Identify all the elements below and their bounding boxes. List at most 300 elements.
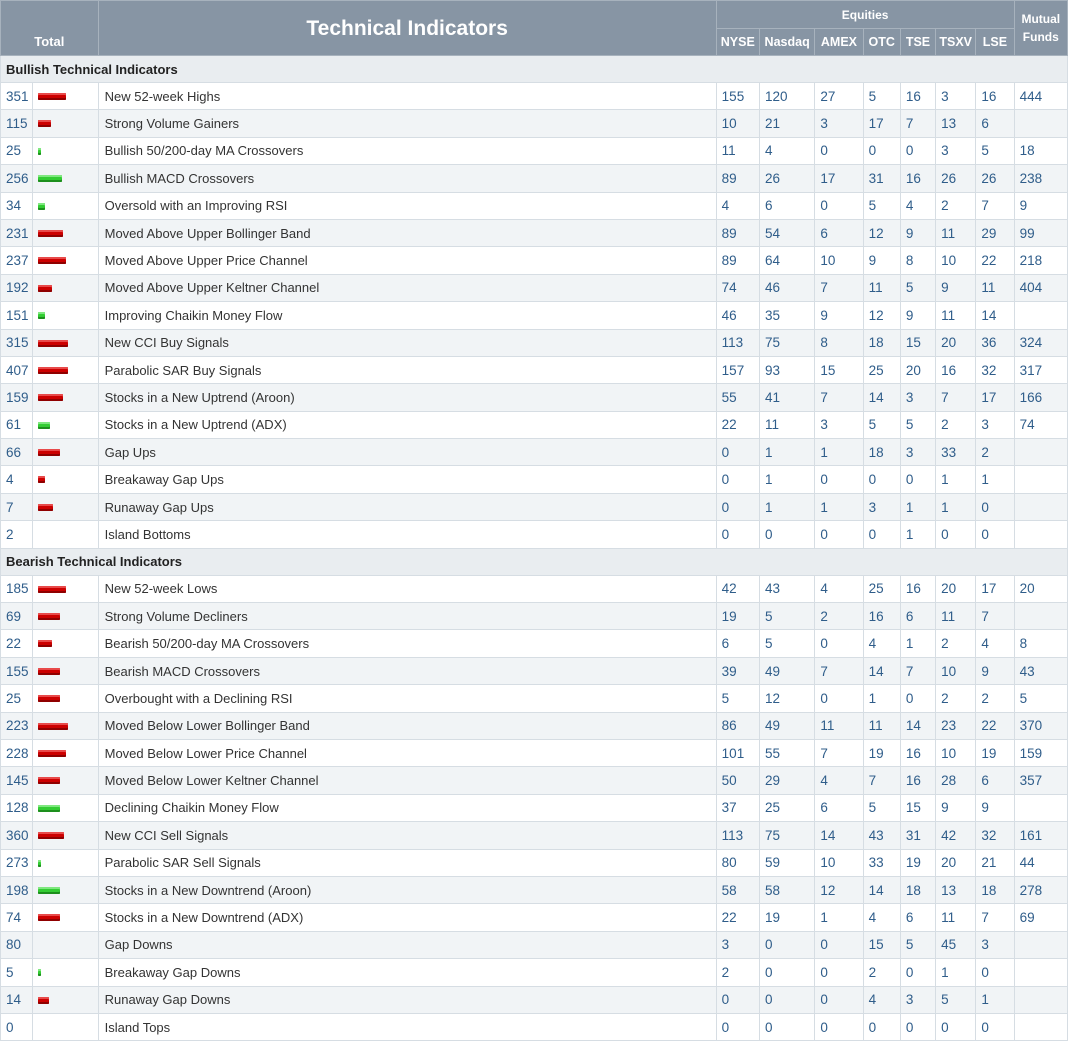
exchange-count-link[interactable]: 2: [976, 685, 1014, 712]
exchange-count-link[interactable]: 0: [815, 137, 863, 164]
exchange-count-link[interactable]: 22: [976, 712, 1014, 739]
exchange-count-link[interactable]: 5: [900, 931, 935, 958]
total-count-link[interactable]: 256: [1, 165, 33, 192]
exchange-count-link[interactable]: 50: [716, 767, 759, 794]
exchange-count-link[interactable]: 6: [900, 603, 935, 630]
exchange-count-link[interactable]: 26: [976, 165, 1014, 192]
mutual-funds-count-link[interactable]: 99: [1014, 219, 1067, 246]
exchange-count-link[interactable]: 0: [759, 959, 814, 986]
exchange-count-link[interactable]: 1: [815, 439, 863, 466]
exchange-count-link[interactable]: 2: [936, 411, 976, 438]
exchange-count-link[interactable]: 10: [936, 657, 976, 684]
mutual-funds-count-link[interactable]: 317: [1014, 356, 1067, 383]
exchange-count-link[interactable]: 18: [976, 876, 1014, 903]
exchange-count-link[interactable]: 9: [815, 302, 863, 329]
total-count-link[interactable]: 231: [1, 219, 33, 246]
total-count-link[interactable]: 115: [1, 110, 33, 137]
total-count-link[interactable]: 34: [1, 192, 33, 219]
exchange-count-link[interactable]: 31: [900, 822, 935, 849]
exchange-count-link[interactable]: 5: [759, 603, 814, 630]
exchange-count-link[interactable]: 7: [815, 739, 863, 766]
exchange-count-link[interactable]: 25: [863, 575, 900, 602]
total-count-link[interactable]: 145: [1, 767, 33, 794]
exchange-count-link[interactable]: 0: [976, 959, 1014, 986]
exchange-count-link[interactable]: 0: [716, 1013, 759, 1040]
exchange-count-link[interactable]: 5: [863, 411, 900, 438]
exchange-count-link[interactable]: 0: [900, 137, 935, 164]
exchange-count-link[interactable]: 1: [976, 986, 1014, 1013]
exchange-count-link[interactable]: 18: [900, 876, 935, 903]
mutual-funds-count-link[interactable]: 357: [1014, 767, 1067, 794]
exchange-count-link[interactable]: 89: [716, 165, 759, 192]
exchange-count-link[interactable]: 4: [815, 575, 863, 602]
mutual-funds-count-link[interactable]: 44: [1014, 849, 1067, 876]
exchange-count-link[interactable]: 12: [863, 219, 900, 246]
exchange-count-link[interactable]: 6: [900, 904, 935, 931]
exchange-count-link[interactable]: 7: [936, 384, 976, 411]
exchange-count-link[interactable]: 0: [815, 521, 863, 548]
exchange-count-link[interactable]: 7: [976, 603, 1014, 630]
exchange-count-link[interactable]: 14: [815, 822, 863, 849]
exchange-count-link[interactable]: 0: [976, 521, 1014, 548]
exchange-count-link[interactable]: 10: [716, 110, 759, 137]
exchange-count-link[interactable]: 0: [815, 1013, 863, 1040]
exchange-count-link[interactable]: 3: [936, 137, 976, 164]
exchange-count-link[interactable]: 5: [863, 83, 900, 110]
exchange-count-link[interactable]: 3: [976, 931, 1014, 958]
total-count-link[interactable]: 74: [1, 904, 33, 931]
mutual-funds-count-link[interactable]: 20: [1014, 575, 1067, 602]
exchange-header-lse[interactable]: LSE: [976, 29, 1014, 56]
mutual-funds-count-link[interactable]: 74: [1014, 411, 1067, 438]
exchange-count-link[interactable]: 21: [976, 849, 1014, 876]
exchange-count-link[interactable]: 55: [759, 739, 814, 766]
mutual-funds-count-link[interactable]: 9: [1014, 192, 1067, 219]
exchange-count-link[interactable]: 2: [716, 959, 759, 986]
exchange-count-link[interactable]: 16: [900, 767, 935, 794]
exchange-count-link[interactable]: 4: [900, 192, 935, 219]
exchange-count-link[interactable]: 25: [759, 794, 814, 821]
exchange-count-link[interactable]: 157: [716, 356, 759, 383]
exchange-count-link[interactable]: 11: [936, 219, 976, 246]
exchange-header-nyse[interactable]: NYSE: [716, 29, 759, 56]
exchange-count-link[interactable]: 12: [863, 302, 900, 329]
exchange-count-link[interactable]: 0: [976, 1013, 1014, 1040]
exchange-count-link[interactable]: 11: [936, 302, 976, 329]
total-count-link[interactable]: 128: [1, 794, 33, 821]
exchange-count-link[interactable]: 5: [900, 274, 935, 301]
exchange-count-link[interactable]: 16: [900, 575, 935, 602]
exchange-count-link[interactable]: 0: [716, 466, 759, 493]
exchange-count-link[interactable]: 3: [863, 493, 900, 520]
exchange-count-link[interactable]: 11: [759, 411, 814, 438]
exchange-count-link[interactable]: 16: [900, 83, 935, 110]
exchange-count-link[interactable]: 0: [815, 466, 863, 493]
exchange-count-link[interactable]: 0: [936, 1013, 976, 1040]
total-count-link[interactable]: 185: [1, 575, 33, 602]
exchange-count-link[interactable]: 26: [759, 165, 814, 192]
mutual-funds-count-link[interactable]: 18: [1014, 137, 1067, 164]
mutual-funds-count-link[interactable]: 218: [1014, 247, 1067, 274]
exchange-count-link[interactable]: 5: [759, 630, 814, 657]
mutual-funds-count-link[interactable]: 161: [1014, 822, 1067, 849]
total-count-link[interactable]: 25: [1, 137, 33, 164]
mutual-funds-count-link[interactable]: 5: [1014, 685, 1067, 712]
exchange-count-link[interactable]: 16: [936, 356, 976, 383]
exchange-count-link[interactable]: 1: [863, 685, 900, 712]
exchange-count-link[interactable]: 4: [863, 986, 900, 1013]
exchange-count-link[interactable]: 6: [716, 630, 759, 657]
exchange-count-link[interactable]: 4: [863, 630, 900, 657]
exchange-count-link[interactable]: 1: [815, 904, 863, 931]
exchange-count-link[interactable]: 17: [815, 165, 863, 192]
exchange-count-link[interactable]: 0: [815, 192, 863, 219]
exchange-count-link[interactable]: 10: [815, 849, 863, 876]
exchange-count-link[interactable]: 19: [863, 739, 900, 766]
exchange-count-link[interactable]: 75: [759, 822, 814, 849]
exchange-count-link[interactable]: 49: [759, 712, 814, 739]
exchange-count-link[interactable]: 9: [976, 794, 1014, 821]
exchange-count-link[interactable]: 9: [900, 219, 935, 246]
exchange-count-link[interactable]: 7: [815, 274, 863, 301]
exchange-count-link[interactable]: 11: [976, 274, 1014, 301]
exchange-count-link[interactable]: 2: [976, 439, 1014, 466]
exchange-count-link[interactable]: 7: [900, 110, 935, 137]
exchange-count-link[interactable]: 3: [716, 931, 759, 958]
exchange-count-link[interactable]: 0: [900, 685, 935, 712]
exchange-count-link[interactable]: 0: [936, 521, 976, 548]
exchange-count-link[interactable]: 20: [900, 356, 935, 383]
exchange-count-link[interactable]: 0: [900, 959, 935, 986]
exchange-count-link[interactable]: 17: [976, 384, 1014, 411]
exchange-count-link[interactable]: 12: [759, 685, 814, 712]
exchange-count-link[interactable]: 3: [815, 411, 863, 438]
exchange-count-link[interactable]: 9: [900, 302, 935, 329]
exchange-count-link[interactable]: 6: [759, 192, 814, 219]
exchange-count-link[interactable]: 113: [716, 822, 759, 849]
total-count-link[interactable]: 80: [1, 931, 33, 958]
exchange-count-link[interactable]: 14: [863, 384, 900, 411]
total-count-link[interactable]: 192: [1, 274, 33, 301]
exchange-count-link[interactable]: 93: [759, 356, 814, 383]
exchange-count-link[interactable]: 0: [716, 493, 759, 520]
total-count-link[interactable]: 61: [1, 411, 33, 438]
exchange-count-link[interactable]: 33: [863, 849, 900, 876]
exchange-count-link[interactable]: 5: [976, 137, 1014, 164]
exchange-count-link[interactable]: 4: [976, 630, 1014, 657]
exchange-count-link[interactable]: 25: [863, 356, 900, 383]
exchange-count-link[interactable]: 19: [900, 849, 935, 876]
exchange-header-amex[interactable]: AMEX: [815, 29, 863, 56]
exchange-count-link[interactable]: 16: [976, 83, 1014, 110]
exchange-count-link[interactable]: 2: [863, 959, 900, 986]
mutual-funds-count-link[interactable]: 444: [1014, 83, 1067, 110]
exchange-count-link[interactable]: 14: [900, 712, 935, 739]
exchange-count-link[interactable]: 1: [759, 493, 814, 520]
exchange-count-link[interactable]: 3: [900, 384, 935, 411]
exchange-count-link[interactable]: 7: [815, 384, 863, 411]
exchange-count-link[interactable]: 0: [815, 931, 863, 958]
exchange-count-link[interactable]: 4: [863, 904, 900, 931]
exchange-count-link[interactable]: 39: [716, 657, 759, 684]
exchange-count-link[interactable]: 113: [716, 329, 759, 356]
exchange-count-link[interactable]: 45: [936, 931, 976, 958]
total-column-header[interactable]: Total: [1, 1, 99, 56]
exchange-count-link[interactable]: 17: [863, 110, 900, 137]
mutual-funds-count-link[interactable]: 43: [1014, 657, 1067, 684]
exchange-count-link[interactable]: 0: [759, 931, 814, 958]
exchange-count-link[interactable]: 8: [900, 247, 935, 274]
exchange-count-link[interactable]: 23: [936, 712, 976, 739]
exchange-count-link[interactable]: 18: [863, 439, 900, 466]
exchange-count-link[interactable]: 86: [716, 712, 759, 739]
exchange-count-link[interactable]: 54: [759, 219, 814, 246]
total-count-link[interactable]: 66: [1, 439, 33, 466]
mutual-funds-count-link[interactable]: 238: [1014, 165, 1067, 192]
exchange-count-link[interactable]: 0: [716, 439, 759, 466]
exchange-count-link[interactable]: 80: [716, 849, 759, 876]
exchange-count-link[interactable]: 16: [900, 165, 935, 192]
exchange-count-link[interactable]: 19: [759, 904, 814, 931]
exchange-count-link[interactable]: 1: [815, 493, 863, 520]
exchange-count-link[interactable]: 0: [759, 1013, 814, 1040]
total-count-link[interactable]: 273: [1, 849, 33, 876]
exchange-count-link[interactable]: 0: [900, 1013, 935, 1040]
exchange-count-link[interactable]: 9: [936, 794, 976, 821]
exchange-count-link[interactable]: 3: [900, 439, 935, 466]
exchange-count-link[interactable]: 29: [759, 767, 814, 794]
exchange-count-link[interactable]: 21: [759, 110, 814, 137]
mutual-funds-count-link[interactable]: 278: [1014, 876, 1067, 903]
exchange-count-link[interactable]: 9: [936, 274, 976, 301]
exchange-count-link[interactable]: 46: [759, 274, 814, 301]
exchange-count-link[interactable]: 22: [716, 904, 759, 931]
exchange-count-link[interactable]: 5: [936, 986, 976, 1013]
exchange-count-link[interactable]: 6: [976, 110, 1014, 137]
exchange-count-link[interactable]: 19: [976, 739, 1014, 766]
exchange-count-link[interactable]: 0: [815, 959, 863, 986]
exchange-count-link[interactable]: 22: [976, 247, 1014, 274]
exchange-count-link[interactable]: 49: [759, 657, 814, 684]
exchange-count-link[interactable]: 7: [976, 904, 1014, 931]
total-count-link[interactable]: 25: [1, 685, 33, 712]
exchange-count-link[interactable]: 74: [716, 274, 759, 301]
exchange-count-link[interactable]: 9: [976, 657, 1014, 684]
exchange-count-link[interactable]: 42: [716, 575, 759, 602]
total-count-link[interactable]: 2: [1, 521, 33, 548]
exchange-count-link[interactable]: 58: [759, 876, 814, 903]
exchange-count-link[interactable]: 20: [936, 575, 976, 602]
exchange-count-link[interactable]: 0: [759, 986, 814, 1013]
total-count-link[interactable]: 22: [1, 630, 33, 657]
exchange-count-link[interactable]: 14: [863, 876, 900, 903]
exchange-count-link[interactable]: 13: [936, 876, 976, 903]
exchange-count-link[interactable]: 18: [863, 329, 900, 356]
exchange-count-link[interactable]: 1: [759, 466, 814, 493]
exchange-count-link[interactable]: 43: [759, 575, 814, 602]
exchange-count-link[interactable]: 14: [863, 657, 900, 684]
exchange-count-link[interactable]: 26: [936, 165, 976, 192]
exchange-count-link[interactable]: 1: [936, 466, 976, 493]
exchange-count-link[interactable]: 4: [759, 137, 814, 164]
exchange-count-link[interactable]: 55: [716, 384, 759, 411]
exchange-count-link[interactable]: 11: [936, 904, 976, 931]
exchange-count-link[interactable]: 1: [936, 493, 976, 520]
exchange-count-link[interactable]: 10: [936, 247, 976, 274]
exchange-count-link[interactable]: 120: [759, 83, 814, 110]
exchange-count-link[interactable]: 11: [815, 712, 863, 739]
mutual-funds-count-link[interactable]: 370: [1014, 712, 1067, 739]
exchange-count-link[interactable]: 3: [815, 110, 863, 137]
exchange-count-link[interactable]: 41: [759, 384, 814, 411]
exchange-count-link[interactable]: 7: [976, 192, 1014, 219]
exchange-count-link[interactable]: 1: [759, 439, 814, 466]
exchange-count-link[interactable]: 8: [815, 329, 863, 356]
total-count-link[interactable]: 4: [1, 466, 33, 493]
exchange-count-link[interactable]: 10: [936, 739, 976, 766]
total-count-link[interactable]: 315: [1, 329, 33, 356]
exchange-count-link[interactable]: 13: [936, 110, 976, 137]
exchange-count-link[interactable]: 46: [716, 302, 759, 329]
mutual-funds-count-link[interactable]: 159: [1014, 739, 1067, 766]
exchange-count-link[interactable]: 19: [716, 603, 759, 630]
exchange-count-link[interactable]: 20: [936, 849, 976, 876]
exchange-header-tse[interactable]: TSE: [900, 29, 935, 56]
mutual-funds-count-link[interactable]: 324: [1014, 329, 1067, 356]
exchange-count-link[interactable]: 58: [716, 876, 759, 903]
exchange-count-link[interactable]: 22: [716, 411, 759, 438]
exchange-count-link[interactable]: 36: [976, 329, 1014, 356]
total-count-link[interactable]: 155: [1, 657, 33, 684]
total-count-link[interactable]: 237: [1, 247, 33, 274]
exchange-count-link[interactable]: 7: [815, 657, 863, 684]
total-count-link[interactable]: 69: [1, 603, 33, 630]
exchange-count-link[interactable]: 1: [900, 630, 935, 657]
total-count-link[interactable]: 360: [1, 822, 33, 849]
exchange-count-link[interactable]: 0: [900, 466, 935, 493]
exchange-count-link[interactable]: 0: [815, 986, 863, 1013]
exchange-count-link[interactable]: 14: [976, 302, 1014, 329]
exchange-count-link[interactable]: 2: [815, 603, 863, 630]
exchange-count-link[interactable]: 155: [716, 83, 759, 110]
exchange-count-link[interactable]: 5: [716, 685, 759, 712]
exchange-count-link[interactable]: 6: [976, 767, 1014, 794]
exchange-count-link[interactable]: 33: [936, 439, 976, 466]
exchange-count-link[interactable]: 75: [759, 329, 814, 356]
exchange-count-link[interactable]: 0: [863, 521, 900, 548]
exchange-count-link[interactable]: 43: [863, 822, 900, 849]
total-count-link[interactable]: 151: [1, 302, 33, 329]
exchange-count-link[interactable]: 32: [976, 822, 1014, 849]
exchange-count-link[interactable]: 16: [863, 603, 900, 630]
exchange-count-link[interactable]: 17: [976, 575, 1014, 602]
exchange-count-link[interactable]: 0: [759, 521, 814, 548]
exchange-count-link[interactable]: 4: [716, 192, 759, 219]
total-count-link[interactable]: 407: [1, 356, 33, 383]
exchange-count-link[interactable]: 89: [716, 219, 759, 246]
exchange-count-link[interactable]: 9: [863, 247, 900, 274]
exchange-count-link[interactable]: 1: [900, 493, 935, 520]
exchange-count-link[interactable]: 0: [815, 685, 863, 712]
exchange-count-link[interactable]: 1: [900, 521, 935, 548]
exchange-count-link[interactable]: 2: [936, 630, 976, 657]
exchange-count-link[interactable]: 0: [976, 493, 1014, 520]
total-count-link[interactable]: 198: [1, 876, 33, 903]
exchange-count-link[interactable]: 5: [863, 192, 900, 219]
exchange-count-link[interactable]: 6: [815, 794, 863, 821]
exchange-count-link[interactable]: 0: [716, 521, 759, 548]
exchange-count-link[interactable]: 15: [900, 794, 935, 821]
exchange-count-link[interactable]: 15: [815, 356, 863, 383]
exchange-count-link[interactable]: 4: [815, 767, 863, 794]
exchange-count-link[interactable]: 28: [936, 767, 976, 794]
exchange-count-link[interactable]: 5: [863, 794, 900, 821]
mutual-funds-count-link[interactable]: 8: [1014, 630, 1067, 657]
exchange-header-otc[interactable]: OTC: [863, 29, 900, 56]
exchange-count-link[interactable]: 11: [863, 712, 900, 739]
exchange-count-link[interactable]: 7: [863, 767, 900, 794]
mutual-funds-count-link[interactable]: 404: [1014, 274, 1067, 301]
exchange-count-link[interactable]: 20: [936, 329, 976, 356]
total-count-link[interactable]: 159: [1, 384, 33, 411]
exchange-count-link[interactable]: 11: [716, 137, 759, 164]
total-count-link[interactable]: 14: [1, 986, 33, 1013]
exchange-count-link[interactable]: 5: [900, 411, 935, 438]
exchange-count-link[interactable]: 64: [759, 247, 814, 274]
exchange-count-link[interactable]: 89: [716, 247, 759, 274]
exchange-count-link[interactable]: 2: [936, 192, 976, 219]
exchange-count-link[interactable]: 0: [863, 137, 900, 164]
exchange-count-link[interactable]: 32: [976, 356, 1014, 383]
exchange-header-tsxv[interactable]: TSXV: [936, 29, 976, 56]
mutual-funds-count-link[interactable]: 166: [1014, 384, 1067, 411]
exchange-count-link[interactable]: 2: [936, 685, 976, 712]
exchange-count-link[interactable]: 101: [716, 739, 759, 766]
total-count-link[interactable]: 0: [1, 1013, 33, 1040]
exchange-count-link[interactable]: 1: [976, 466, 1014, 493]
exchange-count-link[interactable]: 6: [815, 219, 863, 246]
exchange-count-link[interactable]: 1: [936, 959, 976, 986]
exchange-count-link[interactable]: 3: [900, 986, 935, 1013]
exchange-count-link[interactable]: 16: [900, 739, 935, 766]
mutual-funds-count-link[interactable]: 69: [1014, 904, 1067, 931]
exchange-count-link[interactable]: 15: [900, 329, 935, 356]
total-count-link[interactable]: 228: [1, 739, 33, 766]
exchange-count-link[interactable]: 27: [815, 83, 863, 110]
exchange-count-link[interactable]: 59: [759, 849, 814, 876]
total-count-link[interactable]: 223: [1, 712, 33, 739]
exchange-count-link[interactable]: 10: [815, 247, 863, 274]
total-count-link[interactable]: 7: [1, 493, 33, 520]
total-count-link[interactable]: 351: [1, 83, 33, 110]
mutual-funds-header[interactable]: [1014, 1, 1067, 56]
exchange-count-link[interactable]: 0: [863, 1013, 900, 1040]
exchange-count-link[interactable]: 7: [900, 657, 935, 684]
exchange-count-link[interactable]: 42: [936, 822, 976, 849]
exchange-count-link[interactable]: 35: [759, 302, 814, 329]
exchange-count-link[interactable]: 31: [863, 165, 900, 192]
exchange-count-link[interactable]: 0: [815, 630, 863, 657]
total-count-link[interactable]: 5: [1, 959, 33, 986]
exchange-count-link[interactable]: 11: [863, 274, 900, 301]
exchange-count-link[interactable]: 0: [716, 986, 759, 1013]
exchange-count-link[interactable]: 15: [863, 931, 900, 958]
exchange-count-link[interactable]: 12: [815, 876, 863, 903]
exchange-count-link[interactable]: 37: [716, 794, 759, 821]
exchange-header-nasdaq[interactable]: Nasdaq: [759, 29, 814, 56]
exchange-count-link[interactable]: 3: [936, 83, 976, 110]
exchange-count-link[interactable]: 29: [976, 219, 1014, 246]
